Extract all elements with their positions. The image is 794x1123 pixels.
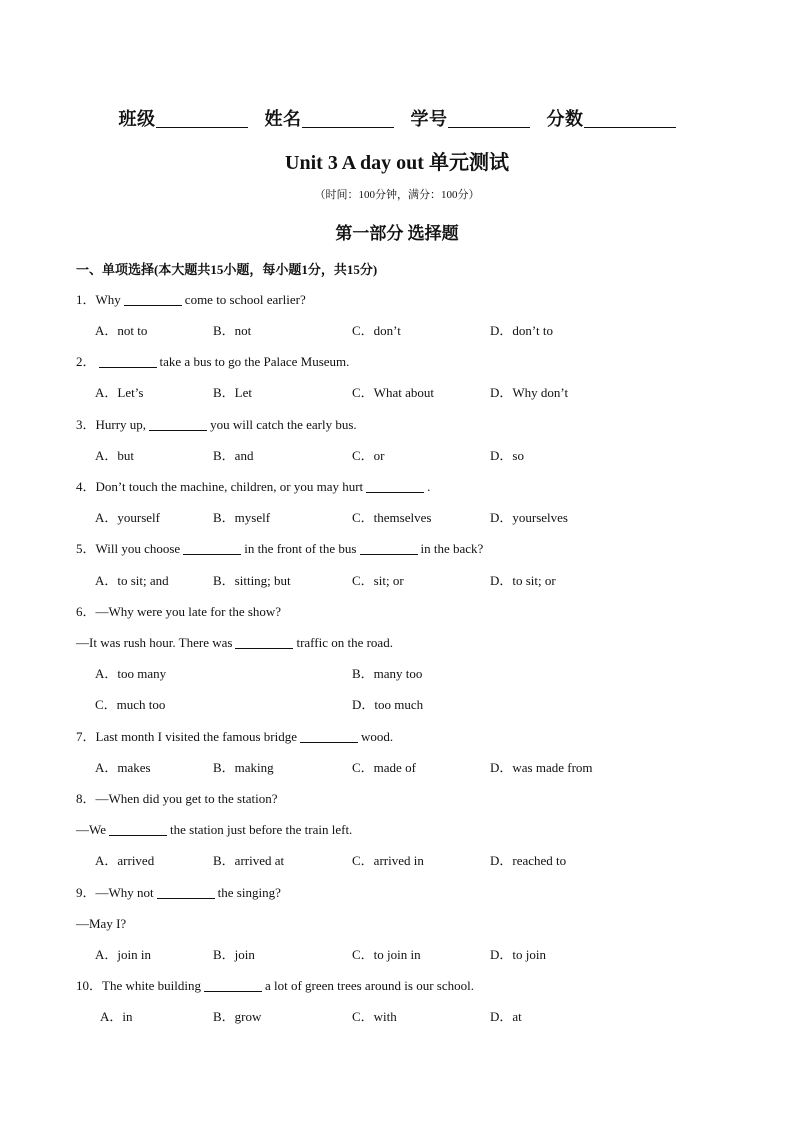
score-blank (584, 109, 676, 128)
question-text: —It was rush hour. There was (76, 635, 233, 650)
id-label: 学号 (410, 109, 448, 129)
option-c: C．much too (95, 697, 166, 712)
option-c: C．to join in (352, 947, 421, 962)
question-number: 1． (76, 292, 96, 307)
question-text: Last month I visited the famous bridge (95, 729, 297, 744)
question-text: the singing? (217, 885, 281, 900)
option-d: D．Why don’t (490, 385, 569, 400)
answer-blank (157, 885, 215, 899)
option-a: A．join in (95, 947, 151, 962)
option-c: C．themselves (352, 510, 432, 525)
options-6-row1 (0, 665, 794, 683)
option-b: B．sitting; but (213, 573, 291, 588)
question-number: 10． (76, 978, 103, 993)
option-a: A．makes (95, 760, 151, 775)
question-2 (76, 353, 349, 371)
answer-blank (183, 541, 241, 555)
option-a: A．not to (95, 323, 148, 338)
option-d: D．to sit; or (490, 573, 556, 588)
question-text: Hurry up, (95, 417, 147, 432)
question-6-reply (76, 634, 393, 652)
options-10 (0, 1008, 794, 1026)
option-d: D．to join (490, 947, 546, 962)
answer-blank (149, 417, 207, 431)
class-blank (156, 109, 248, 128)
class-label: 班级 (118, 109, 156, 129)
option-c: C．or (352, 448, 385, 463)
answer-blank (109, 822, 167, 836)
score-field (547, 109, 676, 129)
options-3 (0, 447, 794, 465)
option-a: A．to sit; and (95, 573, 169, 588)
name-label: 姓名 (264, 109, 302, 129)
class-field (119, 109, 248, 129)
options-6-row2 (0, 696, 794, 714)
exam-subtitle: （时间：100分钟，满分：100分） (314, 189, 480, 201)
option-a: A．arrived (95, 853, 155, 868)
option-c: C．with (352, 1009, 397, 1024)
question-number: 6． (76, 604, 96, 619)
question-text: traffic on the road. (296, 635, 393, 650)
option-a: A．but (95, 448, 135, 463)
question-number: 8． (76, 791, 96, 806)
question-text: Don’t touch the machine, children, or you may hurt (95, 479, 364, 494)
question-number: 9． (76, 885, 96, 900)
id-blank (448, 109, 530, 128)
option-c: C．sit; or (352, 573, 404, 588)
option-d: D．don’t to (490, 323, 553, 338)
option-d: D．yourselves (490, 510, 568, 525)
question-text: wood. (360, 729, 394, 744)
question-text: a lot of green trees around is our school. (264, 978, 474, 993)
question-1 (76, 291, 306, 309)
student-info-line (0, 105, 794, 131)
question-4 (76, 478, 430, 496)
question-text: in the back? (420, 541, 484, 556)
option-d: D．at (490, 1009, 522, 1024)
option-b: B．myself (213, 510, 271, 525)
option-d: D．so (490, 448, 524, 463)
question-7 (76, 728, 393, 746)
exam-title: Unit 3 A day out 单元测试 (285, 152, 509, 174)
options-9 (0, 946, 794, 964)
question-text: Why (95, 292, 121, 307)
option-d: D．was made from (490, 760, 593, 775)
option-a: A．Let’s (95, 385, 144, 400)
option-b: B．join (213, 947, 255, 962)
options-2 (0, 384, 794, 402)
question-text: you will catch the early bus. (210, 417, 357, 432)
answer-blank (204, 978, 262, 992)
question-3 (76, 416, 357, 434)
option-b: B．and (213, 448, 254, 463)
question-text: —We (76, 822, 106, 837)
question-text: . (427, 479, 431, 494)
question-text: come to school earlier? (184, 292, 306, 307)
section-heading: 一、单项选择(本大题共15小题，每小题1分，共15分) (76, 262, 378, 277)
score-label: 分数 (546, 109, 584, 129)
answer-blank (300, 729, 358, 743)
question-6 (76, 603, 281, 621)
option-c: C．What about (352, 385, 434, 400)
name-blank (302, 109, 394, 128)
option-b: B．Let (213, 385, 252, 400)
question-number: 4． (76, 479, 96, 494)
option-d: D．reached to (490, 853, 567, 868)
question-8 (76, 790, 277, 808)
option-a: A．yourself (95, 510, 160, 525)
option-b: B．making (213, 760, 274, 775)
question-text: the station just before the train left. (170, 822, 353, 837)
question-number: 3． (76, 417, 96, 432)
options-4 (0, 509, 794, 527)
option-b: B．not (213, 323, 252, 338)
question-number: 5． (76, 541, 96, 556)
question-8-reply (76, 821, 352, 839)
answer-blank (360, 541, 418, 555)
options-8 (0, 852, 794, 870)
options-1 (0, 322, 794, 340)
question-number: 7． (76, 729, 96, 744)
question-text: in the front of the bus (244, 541, 357, 556)
question-number: 2． (76, 354, 96, 369)
answer-blank (235, 635, 293, 649)
name-field (265, 109, 394, 129)
question-text: —When did you get to the station? (95, 791, 278, 806)
question-9 (76, 884, 281, 902)
question-text: take a bus to go the Palace Museum. (159, 354, 350, 369)
option-c: C．made of (352, 760, 416, 775)
question-text: Will you choose (95, 541, 181, 556)
option-c: C．arrived in (352, 853, 424, 868)
answer-blank (99, 354, 157, 368)
part-title: 第一部分 选择题 (335, 224, 459, 243)
question-5 (76, 540, 483, 558)
id-field (411, 109, 530, 129)
question-text: —Why not (95, 885, 154, 900)
question-text: The white building (102, 978, 201, 993)
option-c: C．don’t (352, 323, 401, 338)
option-a: A．too many (95, 666, 167, 681)
answer-blank (124, 292, 182, 306)
options-5 (0, 572, 794, 590)
question-text: —Why were you late for the show? (95, 604, 282, 619)
question-10 (76, 977, 474, 995)
option-b: B．grow (213, 1009, 262, 1024)
option-a: A．in (100, 1009, 133, 1024)
options-7 (0, 759, 794, 777)
question-9-reply: —May I? (76, 916, 127, 931)
option-b: B．many too (352, 666, 423, 681)
option-b: B．arrived at (213, 853, 285, 868)
answer-blank (366, 479, 424, 493)
option-d: D．too much (352, 697, 424, 712)
